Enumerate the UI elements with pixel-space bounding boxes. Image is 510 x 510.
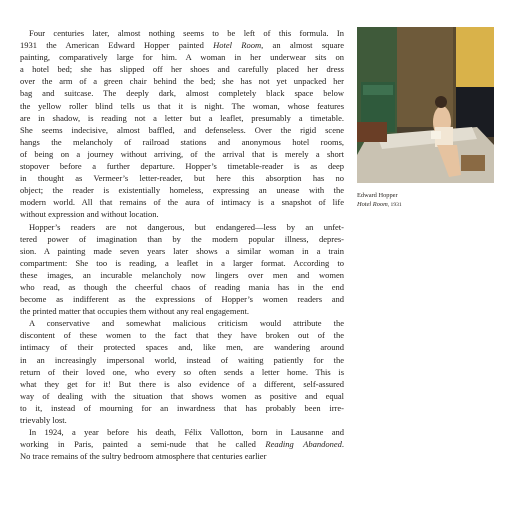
body-text [20, 27, 344, 462]
text-line: become as indifferent as the expressions of Hopper’s women readers and [20, 294, 344, 305]
text-line: in an increasingly impersonal world, instead of waiting patiently for the [20, 354, 344, 365]
text-line: hangs the melancholy of railroad stations and anonymous hotel rooms, [20, 136, 344, 147]
paragraph [20, 221, 344, 318]
text-line: bag and suitcase. The deeply dark, almost completely black space below [20, 88, 344, 99]
text-line: sion. A painting made seven years later shows a similar woman in a train [20, 245, 344, 256]
paragraph [20, 27, 344, 221]
text-line: over the arm of a green chair behind the bed; she has not yet unpacked her [20, 76, 344, 87]
caption-title-line [357, 200, 497, 210]
text-line: stopover before a further departure. Hopper’s timetable-reader is as deep [20, 161, 344, 172]
text-line: A conservative and somewhat malicious criticism would attribute the [29, 318, 344, 329]
caption-artist: Edward Hopper [357, 192, 398, 199]
caption-year: 1931 [390, 202, 402, 208]
painting-image [357, 27, 494, 183]
text-line: painting, comparatively large for him. A woman in her underwear sits on [20, 52, 344, 63]
paragraph [20, 317, 344, 426]
text-line: who read, as though the cheerful chaos of reading mania has in the end [20, 281, 344, 292]
text-line: No trace remains of the sultry bedroom atmosphere that centuries earlier [20, 451, 267, 462]
caption-year-sep: , [387, 202, 391, 208]
text-line: a hotel bed; she has slipped off her shoes and carefully placed her dress [20, 64, 344, 75]
text-line: tered power of imagination than by the modern popular illness, depres- [20, 233, 344, 244]
text-line: the yellow roller blind tells us that it is night. The woman, whose features [20, 100, 344, 111]
text-line: of being on a journey without arriving, of the arrival that is merely a short [20, 148, 344, 159]
text-line: Four centuries later, almost nothing seems to be left of this formula. In [29, 28, 344, 38]
text-line: to it, instead of mourning for an inwardness that has probably been irre- [20, 402, 344, 413]
text-line: 1931 the American Edward Hopper painted Hotel Room, an almost square [20, 40, 344, 51]
caption-title: Hotel Room [357, 201, 388, 208]
text-line: return of their loved one, who every so often sends a letter home. This is [20, 366, 344, 377]
text-line: in thought as Vermeer’s letter-reader, but here this absorption has no [20, 173, 344, 184]
paragraph [20, 426, 344, 462]
figure-caption [357, 191, 497, 210]
text-line: modern world. All that remains of the aura of intimacy is a snapshot of life [20, 197, 344, 208]
text-line: are in shadow, is reading not a letter but a leaflet, presumably a timetable. [20, 112, 344, 123]
text-line: Hopper’s readers are not dangerous, but endangered—less by an unfet- [29, 221, 344, 232]
text-line: working in Paris, painted a semi-nude that he called Reading Abandoned. [20, 439, 344, 450]
hotel-room-painting [357, 27, 494, 183]
text-line: what they get for it! But there is also evidence of a different, self-assured [20, 378, 344, 389]
text-line: without expression and without location. [20, 209, 159, 220]
text-line: In 1924, a year before his death, Félix Vallotton, born in Lausanne and [29, 427, 344, 438]
text-line: intimacy of their protected spaces and, like men, are wandering around [20, 342, 344, 353]
text-line: way of dealing with the situation that shows women as positive and equal [20, 390, 344, 401]
text-line: compartment: She too is reading, a leaflet in a larger format. According to [20, 257, 344, 268]
text-line: these images, an incurable melancholy now lingers over men and women [20, 269, 344, 280]
text-line: She seems indecisive, almost baffled, and defenseless. Over the rigid scene [20, 124, 344, 135]
text-line: trievably lost. [20, 415, 67, 425]
text-line: discontent of these women to the fact that they have broken out of the [20, 330, 344, 341]
text-line: the printed matter that occupies them without any real engagement. [20, 306, 249, 317]
text-line: object; the reader is existentially homeless, expressing an unease with the [20, 185, 344, 196]
